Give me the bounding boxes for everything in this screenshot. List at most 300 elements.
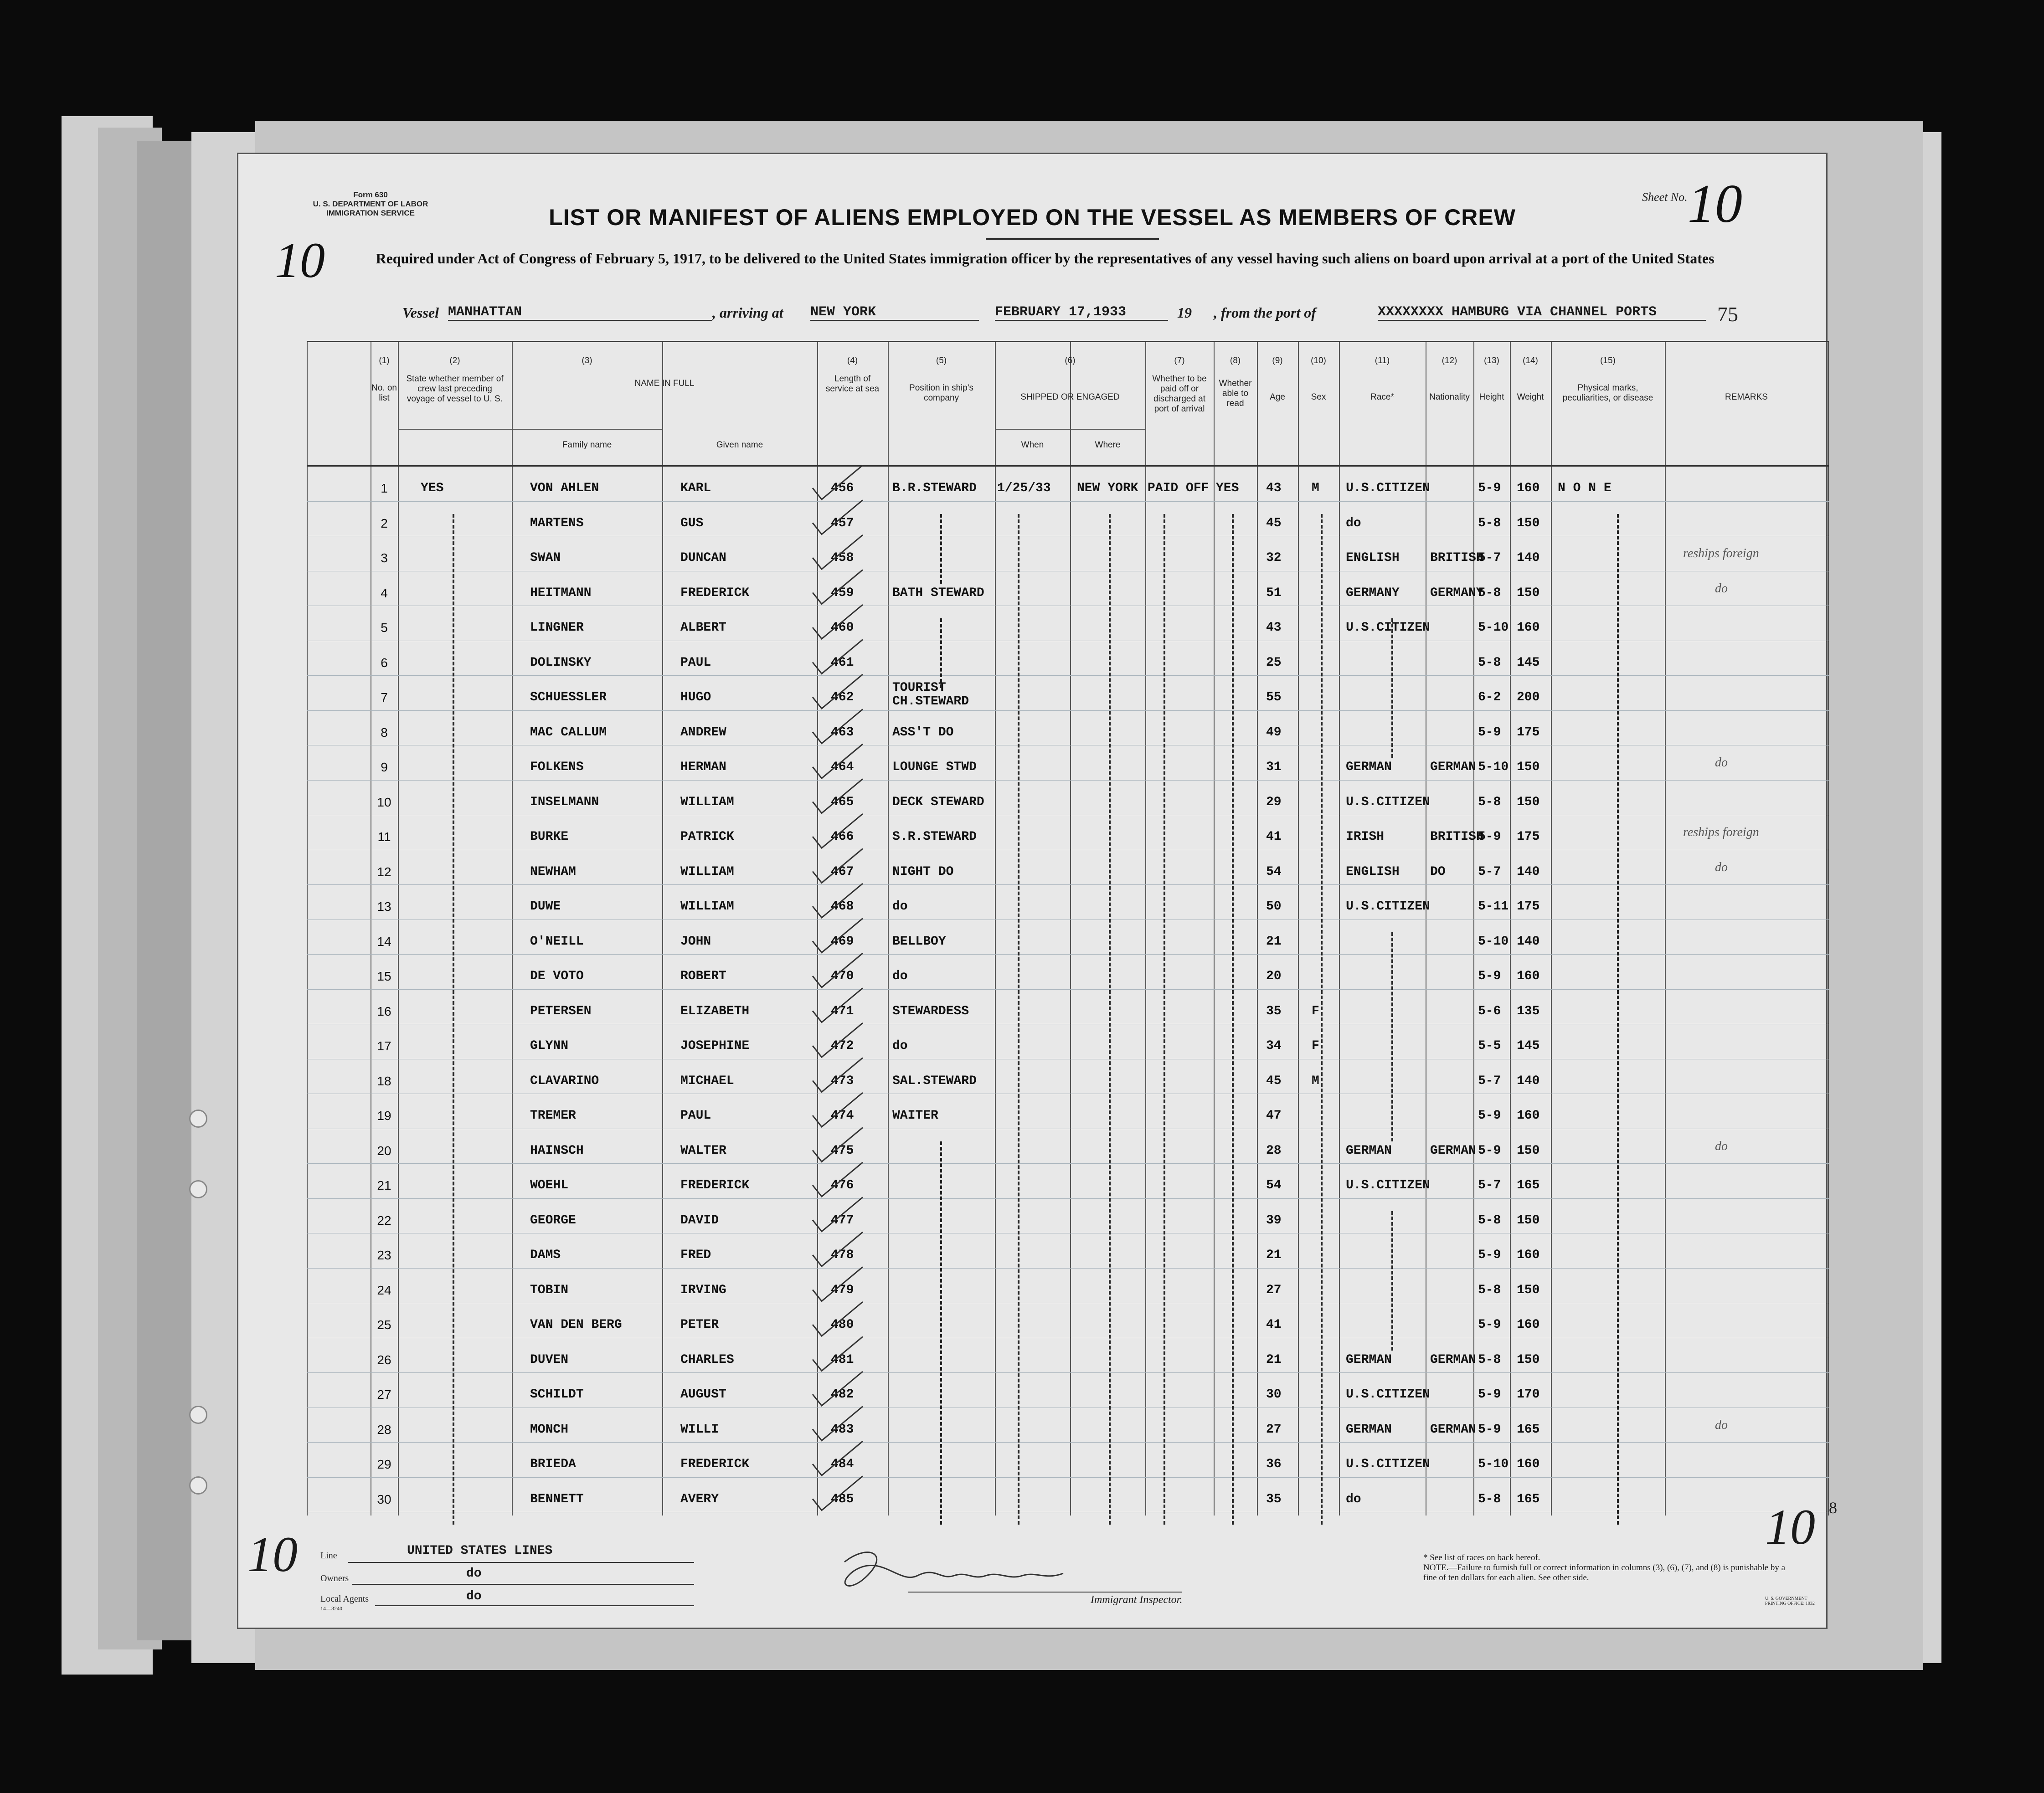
cell-given: WILLI bbox=[680, 1422, 719, 1437]
cell-weight: 150 bbox=[1517, 795, 1540, 809]
arriving-label: , arriving at bbox=[712, 304, 783, 321]
cell-family: O'NEILL bbox=[530, 934, 584, 949]
cell-race: U.S.CITIZEN bbox=[1346, 899, 1430, 914]
cell-age: 43 bbox=[1266, 621, 1282, 635]
cell-nationality: GERMANY bbox=[1430, 586, 1484, 600]
check-mark bbox=[813, 1302, 863, 1336]
header-c1-num: (1) bbox=[379, 356, 390, 365]
owners-rule bbox=[352, 1584, 694, 1585]
inspector-label: Immigrant Inspector. bbox=[1091, 1594, 1183, 1606]
cell-given: JOSEPHINE bbox=[680, 1039, 750, 1053]
form-id: Form 630 U. S. DEPARTMENT OF LABOR IMMIGRATION SERVICE bbox=[313, 190, 428, 217]
owners-label: Owners bbox=[320, 1573, 349, 1583]
cell-no: 18 bbox=[377, 1074, 391, 1088]
cell-no: 2 bbox=[381, 516, 388, 530]
cell-weight: 140 bbox=[1517, 1074, 1540, 1088]
cell-given: WILLIAM bbox=[680, 864, 734, 879]
cell-family: DE VOTO bbox=[530, 969, 584, 983]
column-rule bbox=[662, 342, 663, 1516]
check-mark bbox=[813, 1162, 863, 1197]
cell-service: 463 bbox=[831, 725, 854, 740]
cell-service: 466 bbox=[831, 830, 854, 844]
sheet-number: 10 bbox=[1688, 173, 1742, 234]
cell-no: 23 bbox=[377, 1248, 391, 1262]
cell-no: 20 bbox=[377, 1143, 391, 1158]
cell-no: 4 bbox=[381, 586, 388, 600]
cell-height: 5-9 bbox=[1478, 1109, 1501, 1123]
row-rule bbox=[307, 1477, 1829, 1478]
cell-service: 460 bbox=[831, 621, 854, 635]
cell-service: 475 bbox=[831, 1143, 854, 1158]
cell-service: 462 bbox=[831, 690, 854, 704]
cell-age: 21 bbox=[1266, 1248, 1282, 1262]
cell-family: MARTENS bbox=[530, 516, 584, 530]
cell-no: 15 bbox=[377, 969, 391, 983]
cell-nationality: GERMAN bbox=[1430, 1143, 1476, 1158]
cell-height: 5-8 bbox=[1478, 516, 1501, 530]
remark-note: reships foreign bbox=[1683, 825, 1759, 839]
check-mark bbox=[813, 1372, 863, 1406]
cell-weight: 150 bbox=[1517, 1283, 1540, 1297]
cell-height: 5-9 bbox=[1478, 1318, 1501, 1332]
cell-weight: 150 bbox=[1517, 1213, 1540, 1228]
page-tag: 75 bbox=[1717, 303, 1738, 326]
cell-service: 472 bbox=[831, 1039, 854, 1053]
cell-family: WOEHL bbox=[530, 1178, 569, 1192]
row-rule bbox=[307, 884, 1829, 885]
row-rule bbox=[307, 675, 1829, 676]
cell-weight: 140 bbox=[1517, 934, 1540, 949]
cell-weight: 150 bbox=[1517, 516, 1540, 530]
column-rule bbox=[1257, 342, 1258, 1516]
header-c10: Sex bbox=[1311, 392, 1326, 402]
handwritten-mark: 8 bbox=[1829, 1499, 1837, 1517]
column-rule bbox=[1665, 342, 1666, 1516]
check-mark bbox=[813, 1023, 863, 1057]
cell-family: CLAVARINO bbox=[530, 1074, 599, 1088]
cell-no: 19 bbox=[377, 1109, 391, 1123]
remark-note: reships foreign bbox=[1683, 546, 1759, 560]
ditto-mark bbox=[1018, 514, 1019, 1525]
cell-position: STEWARDESS bbox=[892, 1004, 969, 1018]
cell-service: 478 bbox=[831, 1248, 854, 1262]
cell-position: do bbox=[892, 969, 908, 983]
footer-notes bbox=[1423, 1553, 1797, 1583]
ditto-mark bbox=[1617, 514, 1619, 1525]
check-mark bbox=[813, 1128, 863, 1162]
remark-note: do bbox=[1715, 1139, 1728, 1153]
cell-given: FREDERICK bbox=[680, 1457, 750, 1471]
header-c12: Nationality bbox=[1429, 392, 1470, 402]
cell-age: 35 bbox=[1266, 1004, 1282, 1018]
cell-family: LINGNER bbox=[530, 621, 584, 635]
cell-given: PETER bbox=[680, 1318, 719, 1332]
cell-age: 49 bbox=[1266, 725, 1282, 740]
cell-family: TOBIN bbox=[530, 1283, 569, 1297]
cell-nationality: GERMAN bbox=[1430, 760, 1476, 774]
cell-age: 21 bbox=[1266, 1352, 1282, 1367]
cell-height: 5-9 bbox=[1478, 1387, 1501, 1402]
cell-given: PAUL bbox=[680, 655, 711, 670]
cell-no: 12 bbox=[377, 864, 391, 879]
row-rule bbox=[307, 710, 1829, 711]
cell-age: 25 bbox=[1266, 655, 1282, 670]
race-note: * See list of races on back hereof. bbox=[1423, 1553, 1540, 1562]
cell-given: DAVID bbox=[680, 1213, 719, 1228]
cell-given: WILLIAM bbox=[680, 899, 734, 914]
cell-height: 5-9 bbox=[1478, 969, 1501, 983]
cell-height: 5-8 bbox=[1478, 1283, 1501, 1297]
handwritten-mark: 10 bbox=[1765, 1499, 1815, 1555]
check-mark bbox=[813, 1058, 863, 1092]
cell-no: 21 bbox=[377, 1178, 391, 1192]
cell-family: BURKE bbox=[530, 830, 569, 844]
cell-given: FRED bbox=[680, 1248, 711, 1262]
cell-age: 21 bbox=[1266, 934, 1282, 949]
penalty-note: NOTE.—Failure to furnish full or correct information in columns (3), (6), (7), and (8) is punishable by a fine of ten dollars for each alien. See other side. bbox=[1423, 1563, 1786, 1582]
remark-note: do bbox=[1715, 1418, 1728, 1432]
cell-race: GERMAN bbox=[1346, 760, 1392, 774]
cell-service: 465 bbox=[831, 795, 854, 809]
cell-weight: 165 bbox=[1517, 1422, 1540, 1437]
cell-age: 27 bbox=[1266, 1422, 1282, 1437]
cell-given: JOHN bbox=[680, 934, 711, 949]
cell-nationality: GERMAN bbox=[1430, 1352, 1476, 1367]
cell-height: 5-8 bbox=[1478, 655, 1501, 670]
cell-no: 1 bbox=[381, 481, 388, 495]
cell-family: GLYNN bbox=[530, 1039, 569, 1053]
manifest-page bbox=[237, 153, 1837, 1629]
row-rule bbox=[307, 1198, 1829, 1199]
cell-height: 5-8 bbox=[1478, 795, 1501, 809]
signature-rule bbox=[908, 1592, 1182, 1593]
row-rule bbox=[307, 1372, 1829, 1373]
header-c7-num: (7) bbox=[1174, 356, 1185, 365]
cell-position: DECK STEWARD bbox=[892, 795, 984, 809]
header-c4-num: (4) bbox=[847, 356, 858, 365]
cell-position: B.R.STEWARD bbox=[892, 481, 977, 495]
cell-age: 31 bbox=[1266, 760, 1282, 774]
cell-no: 26 bbox=[377, 1352, 391, 1367]
cell-weight: 160 bbox=[1517, 481, 1540, 495]
cell-position: S.R.STEWARD bbox=[892, 830, 977, 844]
cell-race: U.S.CITIZEN bbox=[1346, 481, 1430, 495]
check-mark bbox=[813, 1407, 863, 1441]
cell-service: 473 bbox=[831, 1074, 854, 1088]
cell-given: DUNCAN bbox=[680, 551, 726, 565]
cell-no: 22 bbox=[377, 1213, 391, 1228]
cell-sex: F bbox=[1312, 1004, 1319, 1018]
header-c14-num: (14) bbox=[1523, 356, 1538, 365]
cell-given: AUGUST bbox=[680, 1387, 726, 1402]
cell-race: U.S.CITIZEN bbox=[1346, 1387, 1430, 1402]
check-mark bbox=[813, 1476, 863, 1510]
cell-no: 6 bbox=[381, 655, 388, 670]
cell-given: FREDERICK bbox=[680, 1178, 750, 1192]
page-subtitle: Required under Act of Congress of February 5, 1917, to be delivered to the United States immigration officer by the representatives of any vessel having such aliens on board upon arrival at a port of the United States bbox=[376, 250, 1714, 267]
cell-read: YES bbox=[1216, 481, 1239, 495]
cell-race: do bbox=[1346, 1492, 1361, 1506]
cell-service: 477 bbox=[831, 1213, 854, 1228]
remark-note: do bbox=[1715, 860, 1728, 874]
cell-service: 461 bbox=[831, 655, 854, 670]
cell-service: 480 bbox=[831, 1318, 854, 1332]
cell-age: 50 bbox=[1266, 899, 1282, 914]
cell-service: 467 bbox=[831, 864, 854, 879]
cell-service: 479 bbox=[831, 1283, 854, 1297]
cell-weight: 175 bbox=[1517, 830, 1540, 844]
cell-height: 5-9 bbox=[1478, 1422, 1501, 1437]
cell-no: 13 bbox=[377, 899, 391, 914]
check-mark bbox=[813, 779, 863, 813]
check-mark bbox=[813, 1232, 863, 1266]
cell-weight: 160 bbox=[1517, 1248, 1540, 1262]
cell-height: 5-8 bbox=[1478, 1213, 1501, 1228]
cell-weight: 150 bbox=[1517, 760, 1540, 774]
cell-given: WALTER bbox=[680, 1143, 726, 1158]
header-c13-num: (13) bbox=[1484, 356, 1499, 365]
cell-given: AVERY bbox=[680, 1492, 719, 1506]
ditto-mark bbox=[1321, 514, 1323, 1525]
column-rule bbox=[1551, 342, 1552, 1516]
header-c5: Position in ship's company bbox=[909, 383, 973, 403]
cell-race: U.S.CITIZEN bbox=[1346, 1178, 1430, 1192]
check-mark bbox=[813, 919, 863, 953]
cell-height: 5-9 bbox=[1478, 1143, 1501, 1158]
cell-no: 28 bbox=[377, 1422, 391, 1437]
agents-value: do bbox=[466, 1589, 482, 1603]
cell-no: 17 bbox=[377, 1039, 391, 1053]
cell-family: VON AHLEN bbox=[530, 481, 599, 495]
cell-nationality: BRITISH bbox=[1430, 830, 1484, 844]
cell-service: 456 bbox=[831, 481, 854, 495]
cell-family: PETERSEN bbox=[530, 1004, 592, 1018]
cell-weight: 170 bbox=[1517, 1387, 1540, 1402]
line-label: Line bbox=[320, 1551, 337, 1561]
cell-position: do bbox=[892, 1039, 908, 1053]
cell-height: 5-7 bbox=[1478, 1178, 1501, 1192]
cell-age: 29 bbox=[1266, 795, 1282, 809]
from-port: XXXXXXXX HAMBURG VIA CHANNEL PORTS bbox=[1378, 304, 1706, 321]
name-subheader-rule bbox=[398, 429, 662, 430]
cell-nationality: GERMAN bbox=[1430, 1422, 1476, 1437]
cell-given: PATRICK bbox=[680, 830, 734, 844]
cell-service: 482 bbox=[831, 1387, 854, 1402]
check-mark bbox=[813, 1197, 863, 1232]
agents-label: Local Agents bbox=[320, 1594, 369, 1604]
check-mark bbox=[813, 674, 863, 709]
column-rule bbox=[398, 342, 399, 1516]
cell-no: 7 bbox=[381, 690, 388, 704]
cell-age: 32 bbox=[1266, 551, 1282, 565]
row-rule bbox=[307, 1268, 1829, 1269]
row-rule bbox=[307, 954, 1829, 955]
binder-hole bbox=[189, 1180, 207, 1198]
cell-weight: 160 bbox=[1517, 1457, 1540, 1471]
cell-weight: 145 bbox=[1517, 655, 1540, 670]
cell-family: SCHUESSLER bbox=[530, 690, 607, 704]
cell-age: 41 bbox=[1266, 1318, 1282, 1332]
cell-race: GERMAN bbox=[1346, 1143, 1392, 1158]
cell-weight: 135 bbox=[1517, 1004, 1540, 1018]
cell-position: BELLBOY bbox=[892, 934, 946, 949]
cell-race: U.S.CITIZEN bbox=[1346, 1457, 1430, 1471]
cell-given: HERMAN bbox=[680, 760, 726, 774]
header-c6: SHIPPED OR ENGAGED bbox=[1020, 392, 1120, 402]
header-c8-num: (8) bbox=[1230, 356, 1241, 365]
check-mark bbox=[813, 709, 863, 744]
cell-height: 5-9 bbox=[1478, 725, 1501, 740]
column-rule bbox=[1070, 342, 1071, 1516]
column-rule bbox=[512, 342, 513, 1516]
cell-given: GUS bbox=[680, 516, 704, 530]
line-rule bbox=[348, 1562, 694, 1563]
header-c4: Length of service at sea bbox=[825, 374, 880, 394]
cell-height: 5-10 bbox=[1478, 934, 1509, 949]
cell-age: 28 bbox=[1266, 1143, 1282, 1158]
header-divider bbox=[307, 465, 1829, 467]
row-rule bbox=[307, 1163, 1829, 1164]
cell-given: FREDERICK bbox=[680, 586, 750, 600]
header-c5-num: (5) bbox=[936, 356, 947, 365]
cell-service: 471 bbox=[831, 1004, 854, 1018]
cell-no: 30 bbox=[377, 1492, 391, 1506]
cell-position: TOURIST CH.STEWARD bbox=[892, 681, 969, 709]
handwritten-mark: 10 bbox=[247, 1526, 298, 1582]
binder-hole bbox=[189, 1110, 207, 1128]
cell-service: 483 bbox=[831, 1422, 854, 1437]
cell-sex: F bbox=[1312, 1039, 1319, 1053]
inspector-signature bbox=[826, 1544, 1081, 1605]
cell-weight: 160 bbox=[1517, 1318, 1540, 1332]
cell-family: SCHILDT bbox=[530, 1387, 584, 1402]
cell-family: DUVEN bbox=[530, 1352, 569, 1367]
cell-family: SWAN bbox=[530, 551, 561, 565]
cell-age: 54 bbox=[1266, 864, 1282, 879]
cell-no: 11 bbox=[377, 830, 391, 844]
page-title: LIST OR MANIFEST OF ALIENS EMPLOYED ON THE VESSEL AS MEMBERS OF CREW bbox=[549, 205, 1516, 230]
cell-age: 45 bbox=[1266, 1074, 1282, 1088]
cell-height: 5-10 bbox=[1478, 1457, 1509, 1471]
cell-weight: 165 bbox=[1517, 1492, 1540, 1506]
column-rule bbox=[1828, 342, 1829, 1516]
cell-marks: N O N E bbox=[1558, 481, 1612, 495]
cell-family: INSELMANN bbox=[530, 795, 599, 809]
header-c11: Race* bbox=[1370, 392, 1394, 402]
cell-height: 5-7 bbox=[1478, 864, 1501, 879]
cell-race: GERMANY bbox=[1346, 586, 1400, 600]
vessel-name: MANHATTAN bbox=[448, 304, 712, 321]
cell-position: ASS'T DO bbox=[892, 725, 954, 740]
cell-weight: 175 bbox=[1517, 899, 1540, 914]
cell-given: KARL bbox=[680, 481, 711, 495]
header-c6b: Where bbox=[1095, 440, 1121, 450]
header-c15-num: (15) bbox=[1600, 356, 1616, 365]
cell-given: ROBERT bbox=[680, 969, 726, 983]
sheet-label: Sheet No. bbox=[1642, 190, 1688, 204]
column-rule bbox=[1298, 342, 1299, 1516]
cell-nationality: DO bbox=[1430, 864, 1446, 879]
vessel-label: Vessel bbox=[402, 304, 439, 321]
cell-weight: 160 bbox=[1517, 969, 1540, 983]
ditto-mark bbox=[1391, 1211, 1393, 1351]
column-rule bbox=[1339, 342, 1340, 1516]
cell-family: DOLINSKY bbox=[530, 655, 592, 670]
header-c10-num: (10) bbox=[1311, 356, 1326, 365]
title-underline bbox=[986, 238, 1159, 240]
cell-given: WILLIAM bbox=[680, 795, 734, 809]
header-c15: Physical marks, peculiarities, or disease bbox=[1562, 383, 1653, 403]
check-mark bbox=[813, 465, 863, 499]
header-c3: NAME IN FULL bbox=[634, 379, 695, 388]
cell-family: DAMS bbox=[530, 1248, 561, 1262]
header-c11-num: (11) bbox=[1375, 356, 1390, 365]
cell-age: 55 bbox=[1266, 690, 1282, 704]
cell-height: 5-8 bbox=[1478, 1492, 1501, 1506]
cell-height: 5-6 bbox=[1478, 1004, 1501, 1018]
header-c1: No. on list bbox=[371, 383, 397, 403]
cell-given: ALBERT bbox=[680, 621, 726, 635]
ditto-mark bbox=[1109, 514, 1111, 1525]
cell-service: 474 bbox=[831, 1109, 854, 1123]
cell-service: 468 bbox=[831, 899, 854, 914]
cell-weight: 140 bbox=[1517, 864, 1540, 879]
column-rule bbox=[995, 342, 996, 1516]
column-rule bbox=[307, 342, 308, 1516]
cell-age: 20 bbox=[1266, 969, 1282, 983]
cell-no: 5 bbox=[381, 621, 388, 635]
cell-age: 30 bbox=[1266, 1387, 1282, 1402]
form-code: 14—3240 bbox=[320, 1605, 342, 1612]
cell-family: MONCH bbox=[530, 1422, 569, 1437]
cell-weight: 150 bbox=[1517, 586, 1540, 600]
header-c6a: When bbox=[1021, 440, 1044, 450]
cell-family: DUWE bbox=[530, 899, 561, 914]
cell-height: 5-7 bbox=[1478, 1074, 1501, 1088]
vessel-line bbox=[238, 304, 1826, 327]
check-mark bbox=[813, 849, 863, 883]
header-c13: Height bbox=[1479, 392, 1504, 402]
cell-height: 5-11 bbox=[1478, 899, 1509, 914]
cell-given: IRVING bbox=[680, 1283, 726, 1297]
signature-graphic bbox=[826, 1544, 1081, 1603]
cell-age: 41 bbox=[1266, 830, 1282, 844]
ditto-mark bbox=[1391, 932, 1393, 1141]
cell-family: HAINSCH bbox=[530, 1143, 584, 1158]
header-c2: State whether member of crew last preceding voyage of vessel to U. S. bbox=[406, 374, 504, 404]
cell-age: 43 bbox=[1266, 481, 1282, 495]
cell-race: U.S.CITIZEN bbox=[1346, 795, 1430, 809]
cell-family: NEWHAM bbox=[530, 864, 576, 879]
cell-service: 476 bbox=[831, 1178, 854, 1192]
cell-given: PAUL bbox=[680, 1109, 711, 1123]
check-marks bbox=[808, 456, 963, 1550]
column-rule bbox=[1214, 342, 1215, 1516]
check-mark bbox=[813, 500, 863, 534]
cell-where: NEW YORK bbox=[1077, 481, 1138, 495]
cell-given: HUGO bbox=[680, 690, 711, 704]
cell-no: 16 bbox=[377, 1004, 391, 1018]
cell-race: ENGLISH bbox=[1346, 551, 1400, 565]
check-mark bbox=[813, 640, 863, 674]
cell-age: 51 bbox=[1266, 586, 1282, 600]
header-c14: Weight bbox=[1517, 392, 1544, 402]
cell-height: 5-5 bbox=[1478, 1039, 1501, 1053]
cell-no: 10 bbox=[377, 795, 391, 809]
printer-credit: U. S. GOVERNMENT PRINTING OFFICE: 1932 bbox=[1765, 1596, 1815, 1606]
ditto-mark bbox=[453, 514, 454, 1525]
cell-given: ANDREW bbox=[680, 725, 726, 740]
